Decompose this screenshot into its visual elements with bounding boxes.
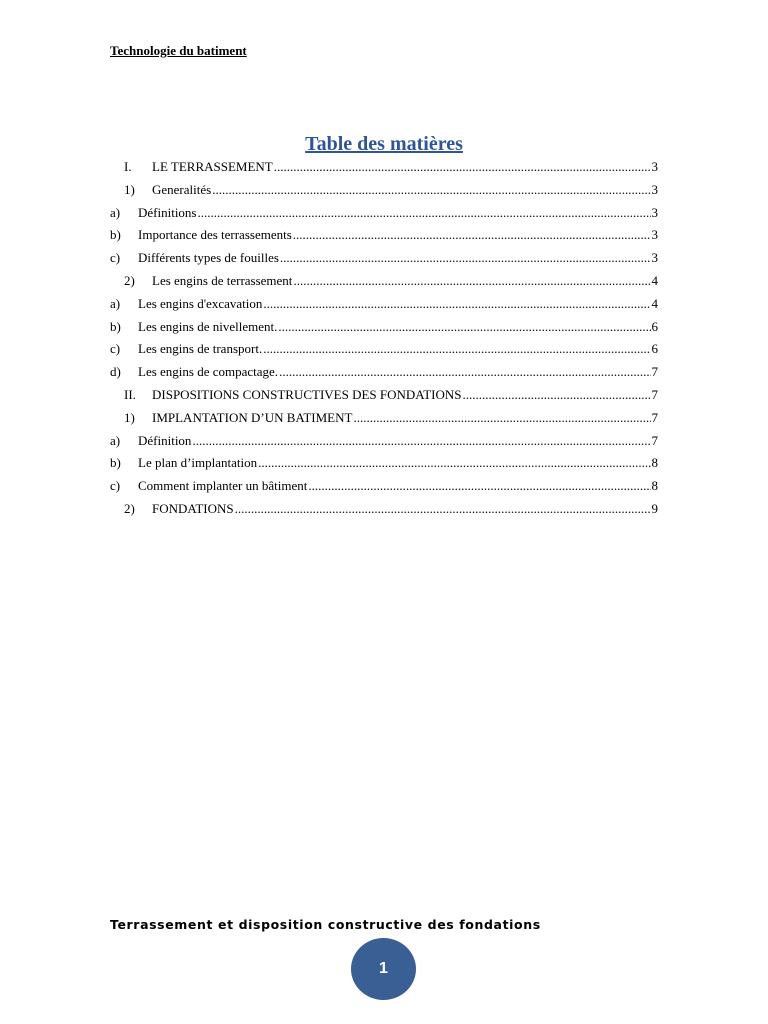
toc-entry-number: 1) xyxy=(124,409,135,425)
toc-entry-number: 1) xyxy=(124,181,135,197)
toc-entry-number: d) xyxy=(110,364,121,380)
toc-leader-dots xyxy=(198,202,651,225)
toc-entry-text: LE TERRASSEMENT xyxy=(152,159,273,174)
toc-entry-text: Différents types de fouilles xyxy=(138,250,279,266)
toc-entry-text: IMPLANTATION D’UN BATIMENT xyxy=(152,409,353,425)
toc-entry[interactable] xyxy=(110,316,658,339)
toc-entry-page: 7 xyxy=(651,386,658,402)
toc-entry-number: I. xyxy=(124,159,132,174)
toc-leader-dots xyxy=(274,156,651,179)
toc-entry-text: Les engins de terrassement xyxy=(152,272,293,288)
toc-entry-text: Les engins de compactage. xyxy=(138,364,279,380)
toc-entry-text: Les engins de transport. xyxy=(138,341,263,357)
toc-title[interactable]: Table des matières xyxy=(305,133,463,155)
toc-entry-text: Comment implanter un bâtiment xyxy=(138,478,308,494)
toc-entry-page: 3 xyxy=(651,159,658,174)
toc-leader-dots xyxy=(280,247,651,270)
toc-entry-page: 8 xyxy=(651,455,658,471)
toc-leader-dots xyxy=(353,407,650,430)
toc-entry-page: 4 xyxy=(651,295,658,311)
toc-entry[interactable] xyxy=(110,430,658,453)
toc-entry[interactable] xyxy=(110,452,658,475)
toc-entry-number: c) xyxy=(110,341,121,357)
toc-entry[interactable] xyxy=(110,384,658,407)
toc-leader-dots xyxy=(258,452,650,475)
toc-entry-number: 2) xyxy=(124,272,135,288)
toc-entry-text: Définition xyxy=(138,432,192,448)
toc-entry-page: 6 xyxy=(651,318,658,334)
toc-entry[interactable] xyxy=(110,247,658,270)
toc-entry-number: a) xyxy=(110,295,121,311)
toc-entry-text: Generalités xyxy=(152,181,212,197)
toc-entry-text: Les engins d'excavation xyxy=(138,295,263,311)
toc-entry-number: 2) xyxy=(124,500,135,516)
toc-entry-number: b) xyxy=(110,318,121,334)
toc-entry-text: Le plan d’implantation xyxy=(138,455,258,471)
toc-entry-page: 3 xyxy=(651,250,658,266)
toc-entry-page: 7 xyxy=(651,432,658,448)
toc-leader-dots xyxy=(308,475,650,498)
toc-leader-dots xyxy=(463,384,651,407)
toc-entry-page: 4 xyxy=(651,272,658,288)
page-header: Technologie du batiment xyxy=(110,43,247,58)
page-number-badge: 1 xyxy=(351,938,416,1000)
toc-entry-text: FONDATIONS xyxy=(152,500,234,516)
toc-entry-page: 9 xyxy=(651,500,658,516)
toc-entry[interactable] xyxy=(110,475,658,498)
toc-entry-page: 6 xyxy=(651,341,658,357)
toc-leader-dots xyxy=(293,224,651,247)
toc-entry-number: a) xyxy=(110,204,121,220)
toc-entry-text: Importance des terrassements xyxy=(138,227,292,243)
toc-leader-dots xyxy=(263,338,650,361)
toc-entry[interactable] xyxy=(110,270,658,293)
toc-leader-dots xyxy=(235,498,651,521)
toc-leader-dots xyxy=(279,361,650,384)
toc-entry[interactable] xyxy=(110,338,658,361)
toc-entry-page: 7 xyxy=(651,364,658,380)
toc-entry[interactable] xyxy=(110,361,658,384)
toc-entry[interactable] xyxy=(110,202,658,225)
toc-entry[interactable] xyxy=(110,156,658,179)
toc-entry-text: Définitions xyxy=(138,204,197,220)
toc-entry-page: 3 xyxy=(651,227,658,243)
toc-leader-dots xyxy=(192,430,650,453)
page-footer: Terrassement et disposition constructive des fondations xyxy=(110,917,541,932)
toc-entry[interactable] xyxy=(110,224,658,247)
toc-entry-number: II. xyxy=(124,386,136,402)
toc-entry-page: 3 xyxy=(651,181,658,197)
toc-entry-text: DISPOSITIONS CONSTRUCTIVES DES FONDATIONS xyxy=(152,386,462,402)
toc-entry[interactable] xyxy=(110,293,658,316)
toc-entry-number: b) xyxy=(110,455,121,471)
toc-entry-number: c) xyxy=(110,250,121,266)
toc-entry-number: c) xyxy=(110,478,121,494)
toc-entry-number: b) xyxy=(110,227,121,243)
toc-entry[interactable] xyxy=(110,179,658,202)
toc-entry-text: Les engins de nivellement. xyxy=(138,318,278,334)
toc-leader-dots xyxy=(293,270,650,293)
toc-entry[interactable] xyxy=(110,498,658,521)
toc-entry-page: 3 xyxy=(651,204,658,220)
toc-entry-page: 7 xyxy=(651,409,658,425)
toc-entry-number: a) xyxy=(110,432,121,448)
toc-entry-page: 8 xyxy=(651,478,658,494)
toc-leader-dots xyxy=(263,293,650,316)
toc-entry[interactable] xyxy=(110,407,658,430)
toc-leader-dots xyxy=(212,179,650,202)
toc-leader-dots xyxy=(278,316,650,339)
table-of-contents xyxy=(110,156,658,521)
